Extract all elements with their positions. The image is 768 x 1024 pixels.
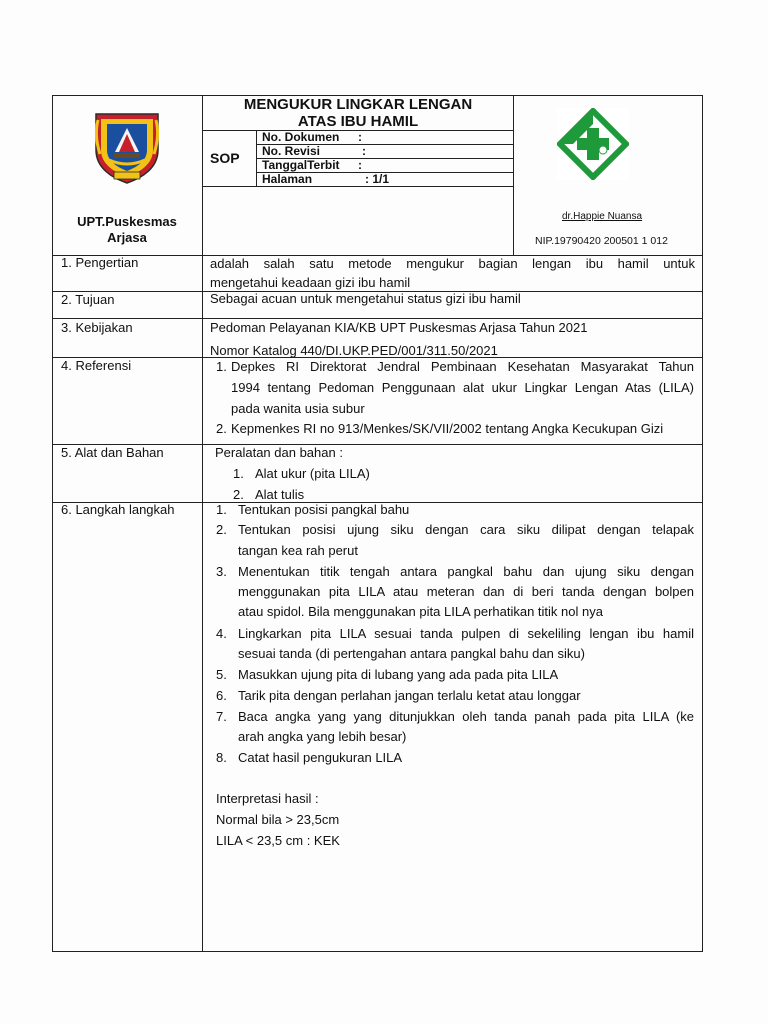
step-text: atau spidol. Bila menggunakan pita LILA perhatikan titik nol nya bbox=[238, 604, 603, 619]
document-title-line2: ATAS IBU HAMIL bbox=[297, 113, 419, 130]
step-number: 1. bbox=[216, 502, 227, 517]
alat-item-number: 1. bbox=[233, 466, 244, 481]
step-text: menggunakan pita LILA atau meteran dan di beri tanda dengan bolpen bbox=[238, 584, 694, 599]
step-text: Tentukan posisi ujung siku dengan cara siku dilipat dengan telapak bbox=[238, 522, 694, 537]
referensi-item1-line2: 1994 tentang Pedoman Penggunaan alat ukur Lingkar Lengan Atas (LILA) bbox=[231, 380, 694, 395]
section-label-langkah: 6. Langkah langkah bbox=[61, 502, 175, 517]
alat-item: Alat tulis bbox=[255, 487, 305, 502]
signer-nip: NIP.19790420 200501 1 012 bbox=[535, 235, 668, 247]
meta-no-revisi-label: No. Revisi bbox=[262, 144, 321, 158]
section-label-kebijakan: 3. Kebijakan bbox=[61, 320, 133, 335]
step-text: Tentukan posisi pangkal bahu bbox=[238, 502, 410, 517]
col-divider-right bbox=[513, 95, 514, 255]
tujuan-text: Sebagai acuan untuk mengetahui status gizi ibu hamil bbox=[210, 291, 521, 306]
step-text: Baca angka yang yang ditunjukkan oleh tanda panah pada pita LILA (ke bbox=[238, 709, 694, 724]
step-text: Tarik pita dengan perlahan jangan terlalu ketat atau longgar bbox=[238, 688, 581, 703]
meta-halaman-value: : 1/1 bbox=[365, 172, 390, 186]
alat-item: Alat ukur (pita LILA) bbox=[255, 466, 370, 481]
puskesmas-logo bbox=[557, 108, 629, 180]
step-number: 7. bbox=[216, 709, 227, 724]
step-text: Masukkan ujung pita di lubang yang ada pada pita LILA bbox=[238, 667, 559, 682]
meta-no-dokumen-value: : bbox=[358, 130, 362, 144]
org-name-line2: Arjasa bbox=[107, 230, 147, 245]
sop-label: SOP bbox=[210, 150, 240, 166]
kebijakan-text-line1: Pedoman Pelayanan KIA/KB UPT Puskesmas Arjasa Tahun 2021 bbox=[210, 320, 588, 335]
section-label-tujuan: 2. Tujuan bbox=[61, 292, 115, 307]
step-text: Catat hasil pengukuran LILA bbox=[238, 750, 403, 765]
meta-halaman-label: Halaman bbox=[262, 172, 313, 186]
meta-tanggal-terbit-value: : bbox=[358, 158, 362, 172]
row-divider bbox=[52, 318, 703, 319]
step-number: 4. bbox=[216, 626, 227, 641]
interpretasi-title: Interpretasi hasil : bbox=[216, 791, 319, 806]
step-text: Lingkarkan pita LILA sesuai tanda pulpen di sekeliling lengan ibu hamil bbox=[238, 626, 694, 641]
row-divider bbox=[202, 186, 513, 187]
referensi-item-number: 2. bbox=[216, 421, 227, 436]
regional-emblem-logo bbox=[92, 106, 162, 184]
referensi-item1-line1: Depkes RI Direktorat Jendral Pembinaan Kesehatan Masyarakat Tahun bbox=[231, 359, 694, 374]
step-text: Menentukan titik tengah antara pangkal bahu dan ujung siku dengan bbox=[238, 564, 694, 579]
meta-no-revisi-value: : bbox=[362, 144, 366, 158]
alat-item-number: 2. bbox=[233, 487, 244, 502]
section-label-referensi: 4. Referensi bbox=[61, 358, 132, 373]
col-divider-left bbox=[202, 95, 203, 952]
interpretasi-normal: Normal bila > 23,5cm bbox=[216, 812, 340, 827]
pengertian-text-line2: mengetahui keadaan gizi ibu hamil bbox=[210, 275, 411, 290]
step-text: tangan kea rah perut bbox=[238, 543, 358, 558]
referensi-item-number: 1. bbox=[216, 359, 227, 374]
org-name-line1: UPT.Puskesmas bbox=[77, 214, 177, 229]
alat-intro: Peralatan dan bahan : bbox=[215, 445, 343, 460]
step-text: sesuai tanda (di pertengahan antara pangkal bahu dan siku) bbox=[238, 646, 585, 661]
kebijakan-text-line2: Nomor Katalog 440/DI.UKP.PED/001/311.50/2021 bbox=[210, 343, 498, 358]
meta-tanggal-terbit-label: TanggalTerbit bbox=[262, 158, 340, 172]
meta-no-dokumen-label: No. Dokumen bbox=[262, 130, 340, 144]
step-number: 2. bbox=[216, 522, 227, 537]
step-number: 8. bbox=[216, 750, 227, 765]
document-title-line1: MENGUKUR LINGKAR LENGAN bbox=[243, 96, 473, 113]
referensi-item2-line1: Kepmenkes RI no 913/Menkes/SK/VII/2002 tentang Angka Kecukupan Gizi bbox=[231, 421, 664, 436]
referensi-item1-line3: pada wanita usia subur bbox=[231, 401, 365, 416]
signer-name: dr.Happie Nuansa bbox=[562, 211, 643, 222]
step-number: 6. bbox=[216, 688, 227, 703]
step-text: arah angka yang lebih besar) bbox=[238, 729, 407, 744]
interpretasi-kek: LILA < 23,5 cm : KEK bbox=[216, 833, 340, 848]
step-number: 3. bbox=[216, 564, 227, 579]
section-label-pengertian: 1. Pengertian bbox=[61, 255, 139, 270]
section-label-alat-bahan: 5. Alat dan Bahan bbox=[61, 445, 164, 460]
step-number: 5. bbox=[216, 667, 227, 682]
pengertian-text-line1: adalah salah satu metode mengukur bagian lengan ibu hamil untuk bbox=[210, 256, 695, 271]
